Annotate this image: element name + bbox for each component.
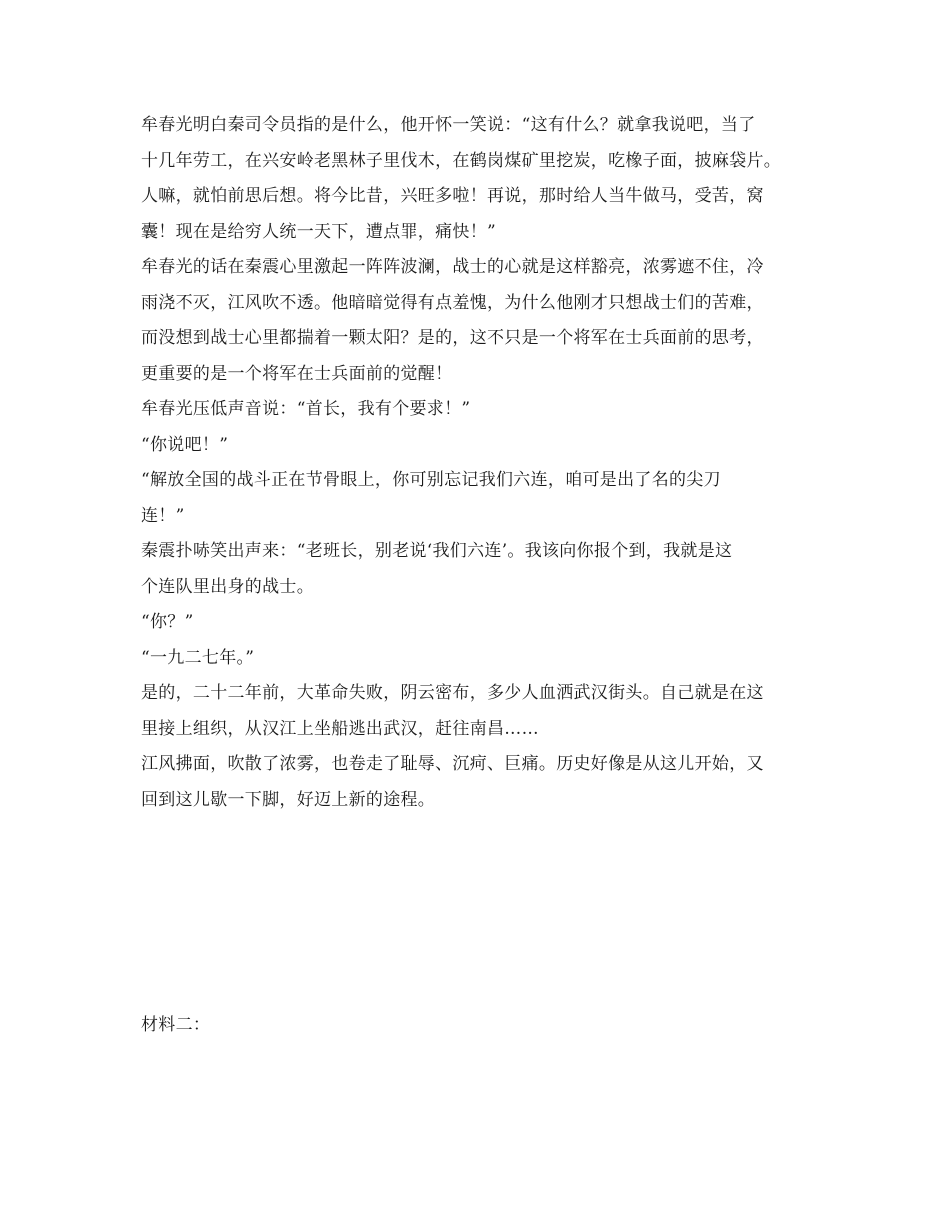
text-line-2: 十几年劳工，在兴安岭老黑林子里伐木，在鹤岗煤矿里挖炭，吃橡子面，披麻袋片。: [141, 150, 782, 171]
text-line-8: 更重要的是一个将军在士兵面前的觉醒！: [141, 363, 453, 384]
text-line-5: 牟春光的话在秦震心里激起一阵阵波澜，战士的心就是这样豁亮，浓雾遮不住，冷: [141, 257, 764, 277]
text-line-14: 个连队里出身的战士。: [141, 576, 314, 597]
text-line-4: 囊！现在是给穷人统一天下，遭点罪，痛快！”: [141, 221, 496, 242]
text-line-9: 牟春光压低声音说：“首长，我有个要求！”: [141, 399, 471, 419]
text-line-20: 回到这儿歇一下脚，好迈上新的途程。: [141, 789, 436, 810]
section-heading: 材料二：: [141, 1015, 211, 1035]
text-line-13: 秦震扑哧笑出声来：“老班长，别老说‘我们六连’。我该向你报个到，我就是这: [141, 541, 733, 561]
text-line-15: “你？”: [141, 612, 194, 632]
text-line-6: 雨浇不灭，江风吹不透。他暗暗觉得有点羞愧，为什么他刚才只想战士们的苦难，: [141, 292, 764, 313]
text-line-1: 牟春光明白秦司令员指的是什么，他开怀一笑说：“这有什么？就拿我说吧，当了: [141, 115, 756, 135]
text-line-12: 连！”: [141, 505, 185, 526]
text-line-11: “解放全国的战斗正在节骨眼上，你可别忘记我们六连，咱可是出了名的尖刀: [141, 470, 721, 490]
text-line-17: 是的，二十二年前，大革命失败，阴云密布，多少人血洒武汉街头。自己就是在这: [141, 683, 764, 703]
text-line-18: 里接上组织，从汉江上坐船逃出武汉，赶往南昌……: [141, 718, 539, 739]
text-line-16: “一九二七年。”: [141, 647, 255, 668]
text-line-7: 而没想到战士心里都揣着一颗太阳？是的，这不只是一个将军在士兵面前的思考，: [141, 328, 764, 348]
text-line-19: 江风拂面，吹散了浓雾，也卷走了耻辱、沉疴、巨痛。历史好像是从这儿开始，又: [141, 754, 764, 774]
text-line-10: “你说吧！”: [141, 434, 229, 455]
story-text: [141, 108, 831, 818]
text-line-3: 人嘛，就怕前思后想。将今比昔，兴旺多啦！再说，那时给人当牛做马，受苦，窝: [141, 186, 764, 206]
